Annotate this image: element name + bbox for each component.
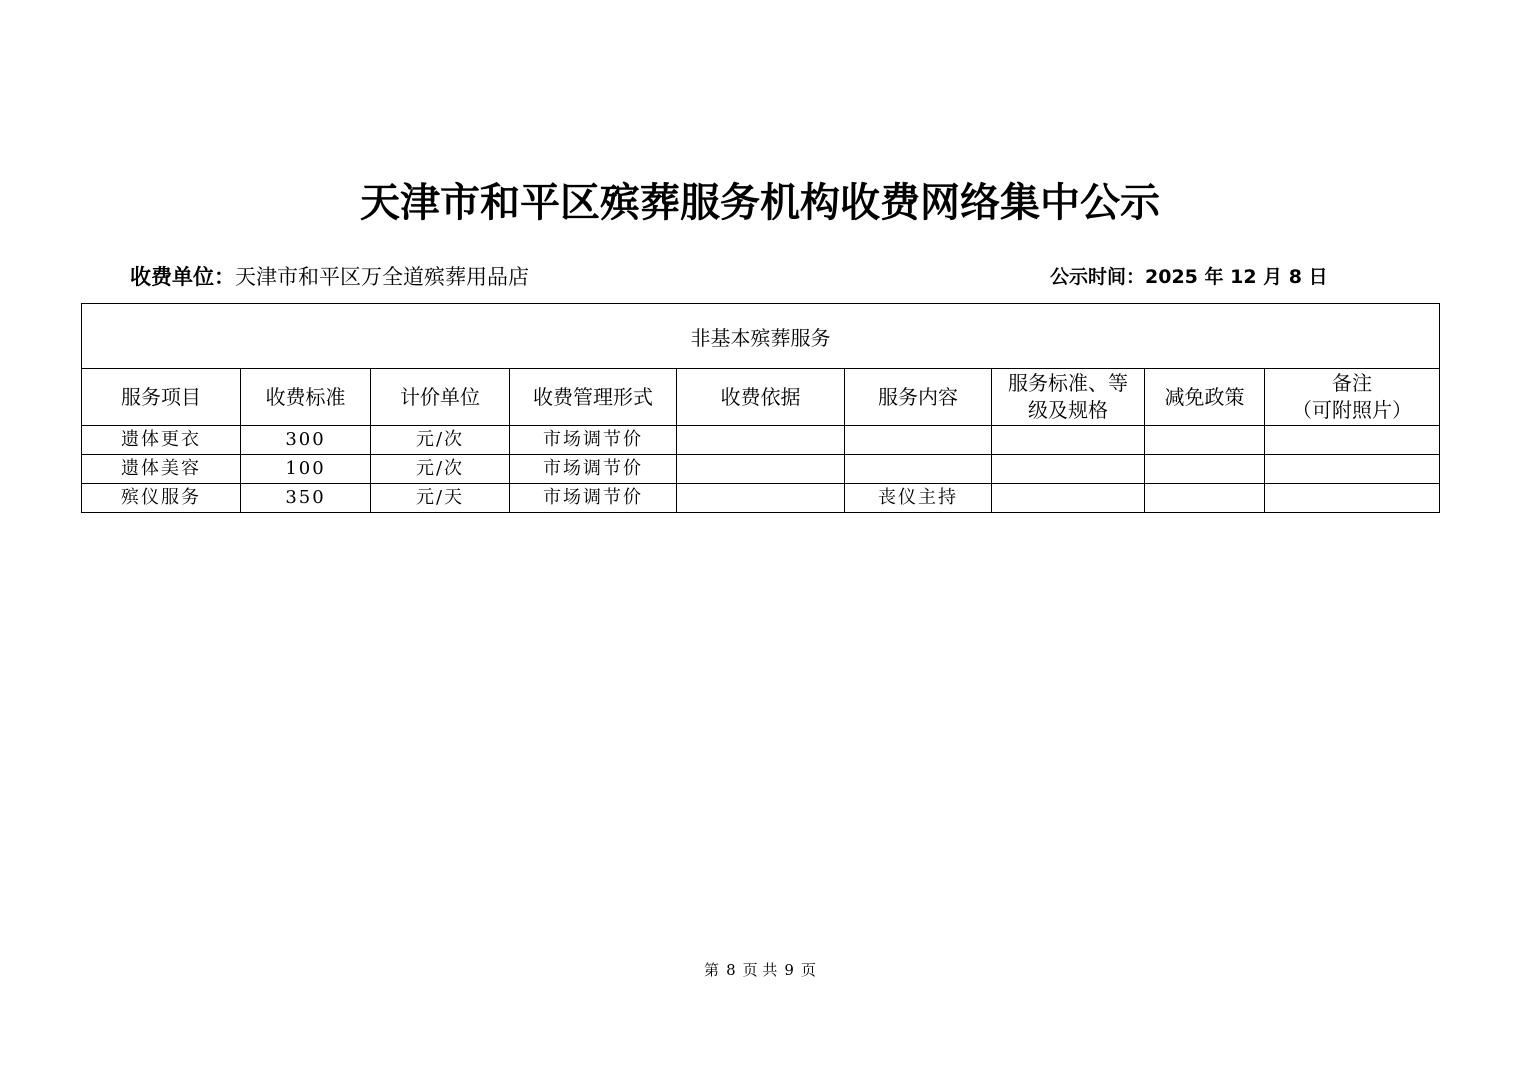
table-row — [82, 455, 1440, 484]
cell-management: 市场调节价 — [510, 484, 677, 513]
cell-spec — [992, 426, 1145, 455]
header-remark-line2: （可附照片） — [1292, 398, 1413, 422]
header-spec — [992, 369, 1145, 426]
cell-spec — [992, 484, 1145, 513]
cell-remark — [1265, 455, 1440, 484]
cell-spec — [992, 455, 1145, 484]
cell-policy — [1145, 426, 1265, 455]
section-row — [82, 304, 1440, 369]
cell-standard: 100 — [241, 455, 371, 484]
header-standard: 收费标准 — [241, 369, 371, 426]
cell-remark — [1265, 426, 1440, 455]
total-page-number: 9 — [784, 961, 794, 979]
header-content: 服务内容 — [845, 369, 992, 426]
cell-remark — [1265, 484, 1440, 513]
footer-prefix: 第 — [704, 961, 720, 979]
header-policy: 减免政策 — [1145, 369, 1265, 426]
header-unit: 计价单位 — [371, 369, 510, 426]
header-item: 服务项目 — [82, 369, 241, 426]
charging-unit-value: 天津市和平区万全道殡葬用品店 — [235, 265, 529, 289]
cell-content: 丧仪主持 — [845, 484, 992, 513]
header-management: 收费管理形式 — [510, 369, 677, 426]
header-remark-line1: 备注 — [1332, 371, 1373, 395]
cell-policy — [1145, 455, 1265, 484]
cell-content — [845, 426, 992, 455]
cell-unit: 元/次 — [371, 426, 510, 455]
table-row — [82, 484, 1440, 513]
charging-unit — [130, 263, 529, 291]
cell-item: 遗体美容 — [82, 455, 241, 484]
cell-item: 遗体更衣 — [82, 426, 241, 455]
cell-unit: 元/天 — [371, 484, 510, 513]
fee-table — [81, 303, 1440, 513]
charging-unit-label: 收费单位： — [130, 265, 235, 289]
header-basis: 收费依据 — [677, 369, 845, 426]
cell-basis — [677, 426, 845, 455]
publication-date: 公示时间：2025 年 12 月 8 日 — [1050, 266, 1328, 288]
page-title: 天津市和平区殡葬服务机构收费网络集中公示 — [360, 179, 1160, 226]
cell-policy — [1145, 484, 1265, 513]
cell-item: 殡仪服务 — [82, 484, 241, 513]
cell-management: 市场调节价 — [510, 426, 677, 455]
table-row — [82, 426, 1440, 455]
footer-middle: 页 共 — [742, 961, 778, 979]
cell-standard: 350 — [241, 484, 371, 513]
header-spec-line1: 服务标准、等 — [1008, 371, 1128, 395]
header-row — [82, 369, 1440, 426]
header-remark — [1265, 369, 1440, 426]
cell-content — [845, 455, 992, 484]
cell-management: 市场调节价 — [510, 455, 677, 484]
cell-standard: 300 — [241, 426, 371, 455]
footer-suffix: 页 — [800, 961, 816, 979]
page-footer — [0, 959, 1520, 981]
cell-unit: 元/次 — [371, 455, 510, 484]
section-title: 非基本殡葬服务 — [82, 304, 1440, 369]
header-spec-line2: 级及规格 — [1028, 398, 1108, 422]
cell-basis — [677, 484, 845, 513]
cell-basis — [677, 455, 845, 484]
current-page-number: 8 — [726, 961, 736, 979]
